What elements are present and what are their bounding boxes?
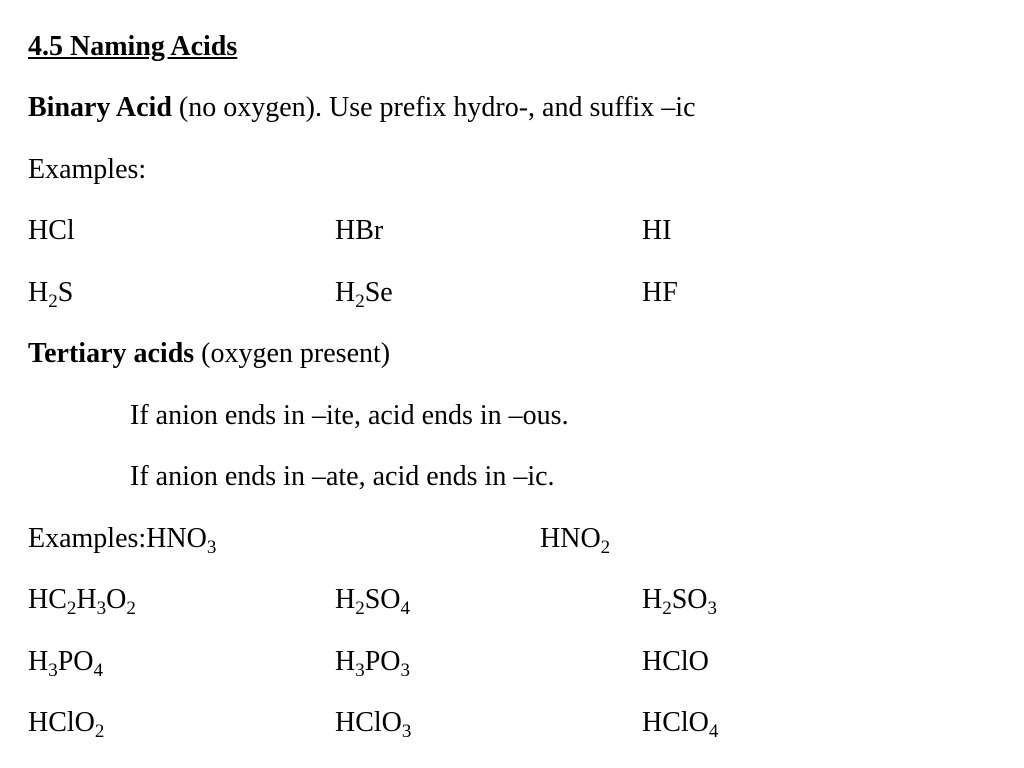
formula-hclo: HClO [642, 646, 709, 677]
formula-h3po3: $H_3PO_3$ [335, 646, 411, 681]
formula-hclo2: HClO$_2$ [28, 707, 105, 742]
binary-acid-line [28, 94, 696, 122]
formula-hclo4: HClO$_4$ [642, 707, 719, 742]
formula-hbr: HBr [335, 215, 384, 246]
tertiary-acid-line [28, 340, 390, 368]
formula-hf: HF [642, 277, 678, 308]
formula-hc2h3o2: $HC_2H_3O_2$ [28, 584, 136, 619]
formula-h2se: $H_2Se$ [335, 277, 393, 312]
rule-ate: If anion ends in –ate, acid ends in –ic. [130, 461, 555, 492]
formula-h3po4: $H_3PO_4$ [28, 646, 104, 681]
formula-h2so3: $H_2SO_3$ [642, 584, 718, 619]
formula-hno3: $Examples:HNO_3$ [28, 523, 217, 558]
tertiary-acid-label: Tertiary acids [28, 338, 195, 369]
tertiary-examples-label: Examples: [28, 523, 147, 554]
rule-ite: If anion ends in –ite, acid ends in –ous. [130, 400, 569, 431]
formula-hclo3: HClO$_3$ [335, 707, 412, 742]
binary-acid-description: (no oxygen). Use prefix hydro-, and suffix –ic [171, 92, 696, 123]
page-title: 4.5 Naming Acids [28, 31, 238, 62]
formula-h2s: $H_2S$ [28, 277, 74, 312]
tertiary-acid-description: (oxygen present) [194, 338, 391, 369]
formula-hi: HI [642, 215, 672, 246]
formula-hno2: $HNO_2$ [540, 523, 611, 558]
formula-h2so4: $H_2SO_4$ [335, 584, 411, 619]
formula-hcl: HCl [28, 215, 75, 246]
examples-label: Examples: [28, 154, 147, 185]
binary-acid-label: Binary Acid [28, 92, 172, 123]
